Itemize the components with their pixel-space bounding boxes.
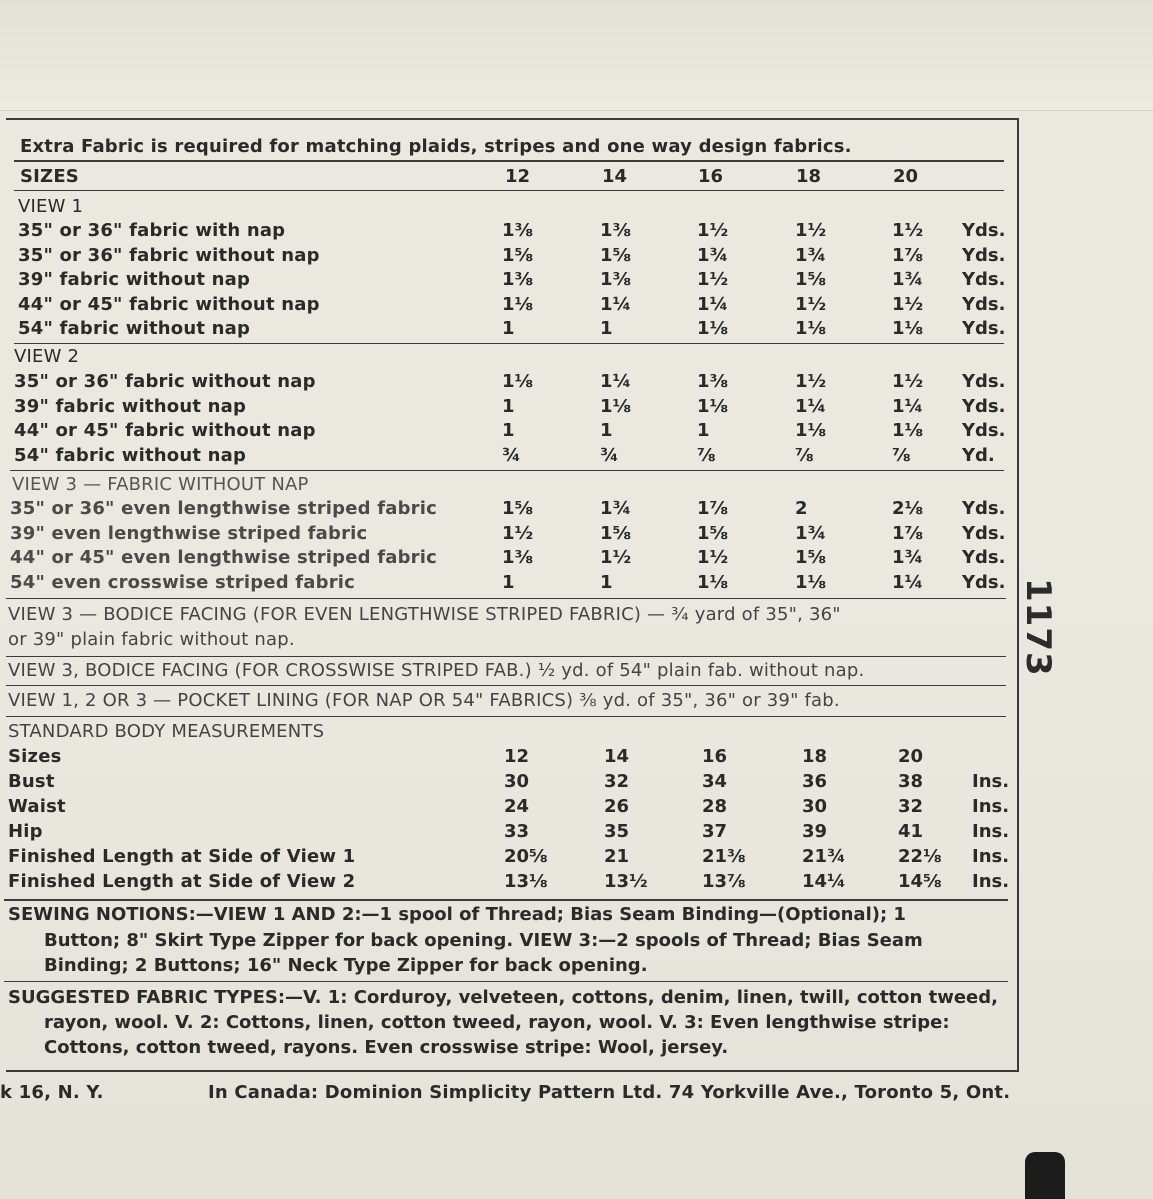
row-unit: Yds. — [962, 293, 1006, 315]
row-value: 1½ — [892, 371, 924, 392]
row-value: 14 — [604, 746, 630, 767]
row-label: 44" or 45" fabric without nap — [18, 293, 320, 315]
row-value: 37 — [702, 821, 728, 842]
row-value: 1¼ — [795, 395, 827, 417]
divider — [6, 685, 1006, 686]
row-value: 1⅛ — [795, 420, 827, 441]
row-value: 13⅛ — [504, 871, 548, 892]
fabric-types-line-2: rayon, wool. V. 2: Cottons, linen, cotton tweed, rayon, wool. V. 3: Even lengthwise stripe: — [44, 1012, 950, 1033]
row-value: 1⅞ — [892, 244, 924, 266]
row-value: 36 — [802, 771, 828, 792]
size-header: 14 — [602, 166, 628, 187]
size-header: 20 — [893, 166, 919, 187]
row-value: 1⅛ — [697, 318, 729, 339]
row-value: 18 — [802, 746, 828, 767]
row-value: 13⅞ — [702, 871, 746, 892]
row-value: 1⅛ — [697, 571, 729, 593]
row-label: 39" fabric without nap — [18, 269, 251, 290]
row-value: 1⅛ — [892, 318, 924, 339]
row-value: 39 — [802, 821, 828, 842]
row-value: ¾ — [502, 444, 521, 466]
row-value: 21⅜ — [702, 846, 746, 867]
row-value: 2⅛ — [892, 498, 924, 519]
row-value: 38 — [898, 771, 924, 792]
size-header: 12 — [505, 166, 531, 187]
row-value: 1 — [502, 318, 515, 339]
size-header: 16 — [698, 166, 724, 187]
row-value: 1¾ — [697, 244, 729, 266]
row-unit: Yd. — [962, 444, 995, 466]
view3-title: VIEW 3 — FABRIC WITHOUT NAP — [12, 474, 309, 495]
row-value: 1 — [502, 395, 515, 417]
row-value: 41 — [898, 821, 924, 842]
row-value: 1⅜ — [600, 269, 632, 290]
row-value: 12 — [504, 746, 530, 767]
row-label: 35" or 36" even lengthwise striped fabric — [10, 498, 437, 519]
row-value: 30 — [504, 771, 530, 792]
row-value: 1⅞ — [697, 498, 729, 519]
row-label: 44" or 45" even lengthwise striped fabric — [10, 547, 437, 568]
divider — [6, 716, 1006, 717]
fabric-types-line-1: SUGGESTED FABRIC TYPES:—V. 1: Corduroy, velveteen, cottons, denim, linen, twill, cotton tweed, — [8, 987, 998, 1008]
divider — [14, 343, 1004, 344]
row-unit: Yds. — [962, 420, 1006, 441]
row-value: 1⅛ — [600, 395, 632, 417]
row-value: 1 — [502, 420, 515, 441]
row-unit: Ins. — [972, 821, 1010, 842]
row-label: 39" fabric without nap — [14, 395, 247, 417]
footer-canada: In Canada: Dominion Simplicity Pattern Ltd. 74 Yorkville Ave., Toronto 5, Ont. — [208, 1082, 1011, 1103]
row-value: 2 — [795, 498, 808, 519]
row-label: 54" fabric without nap — [14, 444, 247, 466]
row-value: 1⅞ — [892, 522, 924, 544]
row-value: 1 — [600, 318, 613, 339]
row-value: 1½ — [697, 547, 729, 568]
row-label: 54" fabric without nap — [18, 318, 251, 339]
bodice-facing-crosswise: VIEW 3, BODICE FACING (FOR CROSSWISE STRIPED FAB.) ½ yd. of 54" plain fab. without nap. — [8, 660, 865, 681]
sewing-notions-line-1: SEWING NOTIONS:—VIEW 1 AND 2:—1 spool of Thread; Bias Seam Binding—(Optional); 1 — [8, 904, 906, 925]
row-value: 1⅜ — [502, 220, 534, 241]
row-value: 30 — [802, 796, 828, 817]
row-value: 1⅝ — [697, 522, 729, 544]
row-value: 1⅝ — [600, 244, 632, 266]
view2-title: VIEW 2 — [14, 346, 80, 367]
bodice-facing-lengthwise: VIEW 3 — BODICE FACING (FOR EVEN LENGTHWISE STRIPED FABRIC) — ¾ yard of 35", 36" — [8, 604, 841, 625]
envelope-tab — [1025, 1152, 1065, 1199]
row-label: 35" or 36" fabric without nap — [18, 244, 320, 266]
row-value: 32 — [898, 796, 924, 817]
row-value: 1½ — [697, 269, 729, 290]
row-value: 1¾ — [892, 269, 924, 290]
row-unit: Yds. — [962, 220, 1006, 241]
row-value: 26 — [604, 796, 630, 817]
envelope-flap — [0, 0, 1153, 111]
row-value: ⅞ — [892, 444, 911, 466]
row-label: 39" even lengthwise striped fabric — [10, 522, 368, 544]
divider — [4, 981, 1008, 982]
row-value: 1 — [600, 420, 613, 441]
divider — [4, 899, 1008, 901]
row-value: 1¾ — [795, 522, 827, 544]
row-value: ⅞ — [697, 444, 716, 466]
row-value: ⅞ — [795, 444, 814, 466]
view1-title: VIEW 1 — [18, 196, 84, 217]
row-value: 1 — [502, 571, 515, 593]
row-unit: Ins. — [972, 846, 1010, 867]
row-value: 1½ — [892, 293, 924, 315]
row-value: 1¼ — [600, 293, 632, 315]
measurements-title: STANDARD BODY MEASUREMENTS — [8, 721, 325, 742]
row-value: 32 — [604, 771, 630, 792]
row-value: 1½ — [795, 371, 827, 392]
row-value: 24 — [504, 796, 530, 817]
row-value: 21 — [604, 846, 630, 867]
row-value: 1½ — [600, 547, 632, 568]
row-label: Finished Length at Side of View 2 — [8, 871, 356, 892]
divider — [14, 160, 1004, 162]
sizes-label: SIZES — [20, 166, 79, 187]
row-value: 1¼ — [892, 395, 924, 417]
row-value: 1⅝ — [502, 498, 534, 519]
row-value: 1½ — [795, 293, 827, 315]
row-value: 1⅛ — [795, 571, 827, 593]
row-value: 14¼ — [802, 871, 846, 892]
row-unit: Yds. — [962, 498, 1006, 519]
divider — [14, 190, 1004, 191]
row-value: 1⅝ — [795, 547, 827, 568]
row-value: 1⅜ — [697, 371, 729, 392]
row-label: 44" or 45" fabric without nap — [14, 420, 316, 441]
row-value: 1⅜ — [600, 220, 632, 241]
row-unit: Ins. — [972, 796, 1010, 817]
size-header: 18 — [796, 166, 822, 187]
row-value: 1⅛ — [502, 371, 534, 392]
divider — [10, 470, 1004, 471]
row-value: 33 — [504, 821, 530, 842]
row-value: 1¼ — [892, 571, 924, 593]
row-value: 21¾ — [802, 846, 846, 867]
extra-fabric-note: Extra Fabric is required for matching plaids, stripes and one way design fabrics. — [20, 136, 852, 157]
row-value: 1¾ — [795, 244, 827, 266]
row-label: Bust — [8, 771, 55, 792]
row-value: 1⅛ — [892, 420, 924, 441]
row-value: 1⅛ — [697, 395, 729, 417]
pattern-number: 1173 — [1018, 578, 1058, 677]
row-value: 1⅜ — [502, 547, 534, 568]
row-value: 28 — [702, 796, 728, 817]
row-label: Sizes — [8, 746, 62, 767]
row-value: 1½ — [697, 220, 729, 241]
row-value: 1¼ — [600, 371, 632, 392]
row-unit: Yds. — [962, 371, 1006, 392]
sewing-notions-line-3: Binding; 2 Buttons; 16" Neck Type Zipper for back opening. — [44, 955, 648, 976]
row-value: 1¼ — [697, 293, 729, 315]
row-unit: Ins. — [972, 771, 1010, 792]
row-value: 16 — [702, 746, 728, 767]
row-unit: Yds. — [962, 547, 1006, 568]
row-unit: Yds. — [962, 522, 1006, 544]
row-value: 1⅜ — [502, 269, 534, 290]
divider — [6, 656, 1006, 657]
row-value: 20 — [898, 746, 924, 767]
row-value: 1 — [600, 571, 613, 593]
row-label: 54" even crosswise striped fabric — [10, 571, 356, 593]
row-value: 20⅝ — [504, 846, 548, 867]
row-value: 1⅛ — [795, 318, 827, 339]
row-value: 1⅝ — [795, 269, 827, 290]
row-unit: Ins. — [972, 871, 1010, 892]
row-value: 1½ — [795, 220, 827, 241]
row-unit: Yds. — [962, 571, 1006, 593]
row-value: 35 — [604, 821, 630, 842]
row-value: 13½ — [604, 871, 648, 892]
row-value: ¾ — [600, 444, 619, 466]
row-value: 34 — [702, 771, 728, 792]
row-label: Waist — [8, 796, 66, 817]
row-value: 22⅛ — [898, 846, 942, 867]
footer-address: k 16, N. Y. — [0, 1082, 104, 1103]
row-value: 1½ — [502, 522, 534, 544]
row-value: 1 — [697, 420, 710, 441]
row-value: 1⅝ — [600, 522, 632, 544]
row-unit: Yds. — [962, 318, 1006, 339]
sewing-notions-line-2: Button; 8" Skirt Type Zipper for back opening. VIEW 3:—2 spools of Thread; Bias Seam — [44, 930, 923, 951]
row-label: 35" or 36" fabric without nap — [14, 371, 316, 392]
row-value: 1¾ — [600, 498, 632, 519]
row-unit: Yds. — [962, 244, 1006, 266]
pocket-lining: VIEW 1, 2 OR 3 — POCKET LINING (FOR NAP OR 54" FABRICS) ⅜ yd. of 35", 36" or 39" fab. — [8, 690, 840, 711]
fabric-types-line-3: Cottons, cotton tweed, rayons. Even crosswise stripe: Wool, jersey. — [44, 1037, 729, 1058]
row-value: 1⅛ — [502, 293, 534, 315]
row-label: 35" or 36" fabric with nap — [18, 220, 286, 241]
row-unit: Yds. — [962, 395, 1006, 417]
bodice-facing-lengthwise-cont: or 39" plain fabric without nap. — [8, 629, 295, 650]
row-value: 14⅝ — [898, 871, 942, 892]
row-value: 1¾ — [892, 547, 924, 568]
row-unit: Yds. — [962, 269, 1006, 290]
row-label: Finished Length at Side of View 1 — [8, 846, 356, 867]
row-label: Hip — [8, 821, 43, 842]
row-value: 1⅝ — [502, 244, 534, 266]
row-value: 1½ — [892, 220, 924, 241]
divider — [6, 598, 1006, 599]
